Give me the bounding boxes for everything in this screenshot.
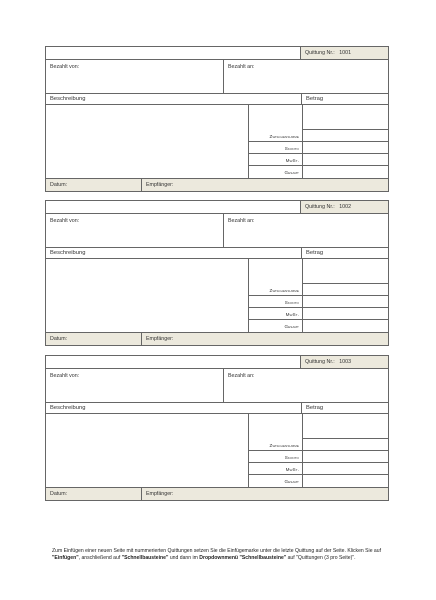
description-field[interactable] <box>46 105 249 178</box>
receipt-number: Quittung Nr.: 1001 <box>300 47 388 59</box>
subtotal-label: Zwischensumme <box>249 130 302 142</box>
paid-to-field[interactable]: Bezahlt an: <box>228 373 255 379</box>
subtotal-value[interactable] <box>302 439 388 451</box>
amount-field[interactable] <box>303 414 388 439</box>
description-field[interactable] <box>46 259 249 332</box>
vat-label: MwSt. <box>249 308 302 320</box>
vat-label: MwSt. <box>249 154 302 166</box>
description-header: Beschreibung <box>46 403 302 413</box>
description-field[interactable] <box>46 414 249 487</box>
description-header: Beschreibung <box>46 248 302 258</box>
receipt-1002 <box>45 200 389 346</box>
subtotal-label: Zwischensumme <box>249 439 302 451</box>
discount-value[interactable] <box>302 296 388 308</box>
date-field[interactable]: Datum: <box>46 333 142 346</box>
receipt-1003 <box>45 355 389 501</box>
total-value[interactable] <box>302 475 388 487</box>
amount-field[interactable] <box>303 259 388 284</box>
total-label: Gesamt <box>284 169 299 175</box>
discount-value[interactable] <box>302 451 388 463</box>
date-field[interactable]: Datum: <box>46 179 142 192</box>
recipient-field[interactable]: Empfänger: <box>146 182 174 188</box>
amount-header: Betrag <box>306 405 324 411</box>
discount-value[interactable] <box>302 142 388 154</box>
vat-value[interactable] <box>302 308 388 320</box>
discount-label: Skonto <box>249 296 302 308</box>
subtotal-value[interactable] <box>302 130 388 142</box>
total-label: Gesamt <box>284 323 299 329</box>
subtotal-value[interactable] <box>302 284 388 296</box>
instruction-note: Zum Einfügen einer neuen Seite mit nummerierten Quittungen setzen Sie die Einfügemarke unter die letzte Quittung auf der Seite. Klicken Sie auf "Einfügen", anschließend auf "Schnellbausteine" und dann im Dropdownmenü "Schnellbausteine" auf "Quittungen (3 pro Seite)". <box>52 548 382 561</box>
amount-header: Betrag <box>306 250 324 256</box>
date-field[interactable]: Datum: <box>46 488 142 501</box>
vat-label: MwSt. <box>249 463 302 475</box>
discount-label: Skonto <box>249 451 302 463</box>
amount-field[interactable] <box>303 105 388 130</box>
description-header: Beschreibung <box>46 94 302 104</box>
vat-value[interactable] <box>302 154 388 166</box>
recipient-field[interactable]: Empfänger: <box>146 491 174 497</box>
amount-header: Betrag <box>306 96 324 102</box>
total-label: Gesamt <box>284 478 299 484</box>
paid-to-field[interactable]: Bezahlt an: <box>228 64 255 70</box>
receipt-1001 <box>45 46 389 192</box>
discount-label: Skonto <box>249 142 302 154</box>
paid-to-field[interactable]: Bezahlt an: <box>228 218 255 224</box>
paid-by-field[interactable]: Bezahlt von: <box>46 214 224 247</box>
total-value[interactable] <box>302 320 388 332</box>
receipt-number: Quittung Nr.: 1002 <box>300 201 388 213</box>
paid-by-field[interactable]: Bezahlt von: <box>46 60 224 93</box>
vat-value[interactable] <box>302 463 388 475</box>
subtotal-label: Zwischensumme <box>249 284 302 296</box>
total-value[interactable] <box>302 166 388 178</box>
recipient-field[interactable]: Empfänger: <box>146 336 174 342</box>
paid-by-field[interactable]: Bezahlt von: <box>46 369 224 402</box>
receipt-number: Quittung Nr.: 1003 <box>300 356 388 368</box>
